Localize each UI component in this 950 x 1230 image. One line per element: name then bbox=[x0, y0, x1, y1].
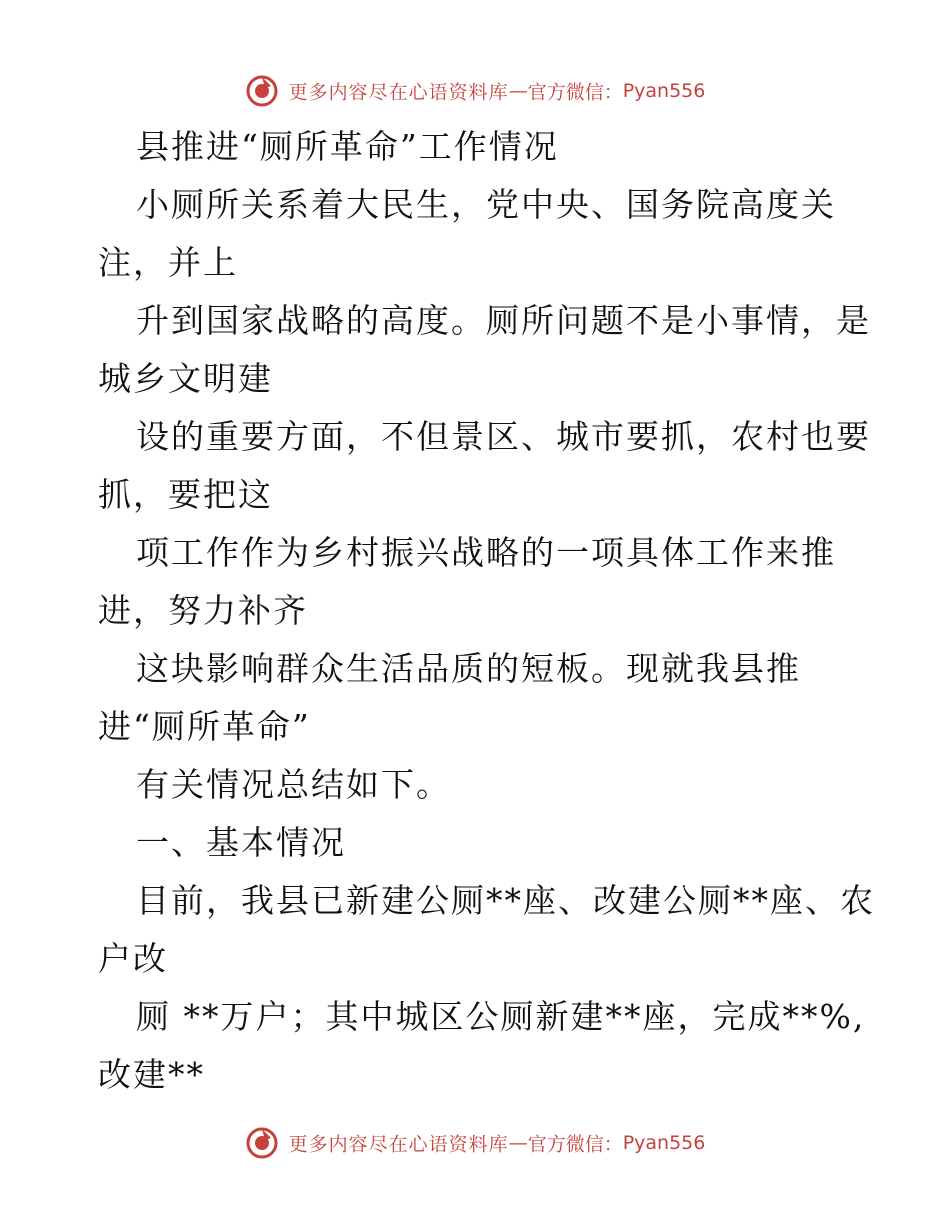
document-body bbox=[98, 118, 875, 1104]
paragraph-line: 户改 bbox=[98, 939, 168, 978]
paragraph-line: 注，并上 bbox=[98, 243, 238, 282]
paragraph-line: 厕 **万户；其中城区公厕新建**座，完成**%, bbox=[136, 997, 866, 1036]
banner-separator: — bbox=[508, 80, 528, 102]
paragraph-line: 这块影响群众生活品质的短板。现就我县推 bbox=[136, 649, 801, 688]
paragraph-line: 小厕所关系着大民生，党中央、国务院高度关 bbox=[136, 185, 836, 224]
paragraph-line: 抓，要把这 bbox=[98, 475, 273, 514]
paragraph-line: 进，努力补齐 bbox=[98, 591, 308, 630]
wechat-label: 官方微信： bbox=[527, 81, 623, 104]
paragraph-line: 改建** bbox=[98, 1055, 205, 1094]
paragraph-line: 目前，我县已新建公厕**座、改建公厕**座、农 bbox=[136, 881, 875, 920]
paragraph-line: 项工作作为乡村振兴战略的一项具体工作来推 bbox=[136, 533, 836, 572]
footer-watermark-banner bbox=[0, 1126, 950, 1160]
banner-text: 更多内容尽在心语资料库 bbox=[288, 1133, 509, 1156]
paragraph-line: 进“厕所革命” bbox=[98, 707, 311, 746]
wechat-id: Pyan556 bbox=[622, 80, 706, 102]
document-title: 县推进“厕所革命”工作情况 bbox=[136, 127, 559, 166]
banner-separator: — bbox=[508, 1132, 528, 1154]
wechat-label: 官方微信： bbox=[527, 1133, 623, 1156]
section-heading: 一、基本情况 bbox=[136, 823, 346, 862]
paragraph-line: 有关情况总结如下。 bbox=[136, 765, 451, 804]
banner-text: 更多内容尽在心语资料库 bbox=[288, 81, 509, 104]
wechat-id: Pyan556 bbox=[622, 1132, 706, 1154]
header-watermark-banner bbox=[0, 74, 950, 108]
paragraph-line: 设的重要方面，不但景区、城市要抓，农村也要 bbox=[136, 417, 871, 456]
paragraph-line: 城乡文明建 bbox=[98, 359, 273, 398]
logo-icon bbox=[245, 1126, 279, 1160]
logo-icon bbox=[245, 74, 279, 108]
paragraph-line: 升到国家战略的高度。厕所问题不是小事情，是 bbox=[136, 301, 871, 340]
